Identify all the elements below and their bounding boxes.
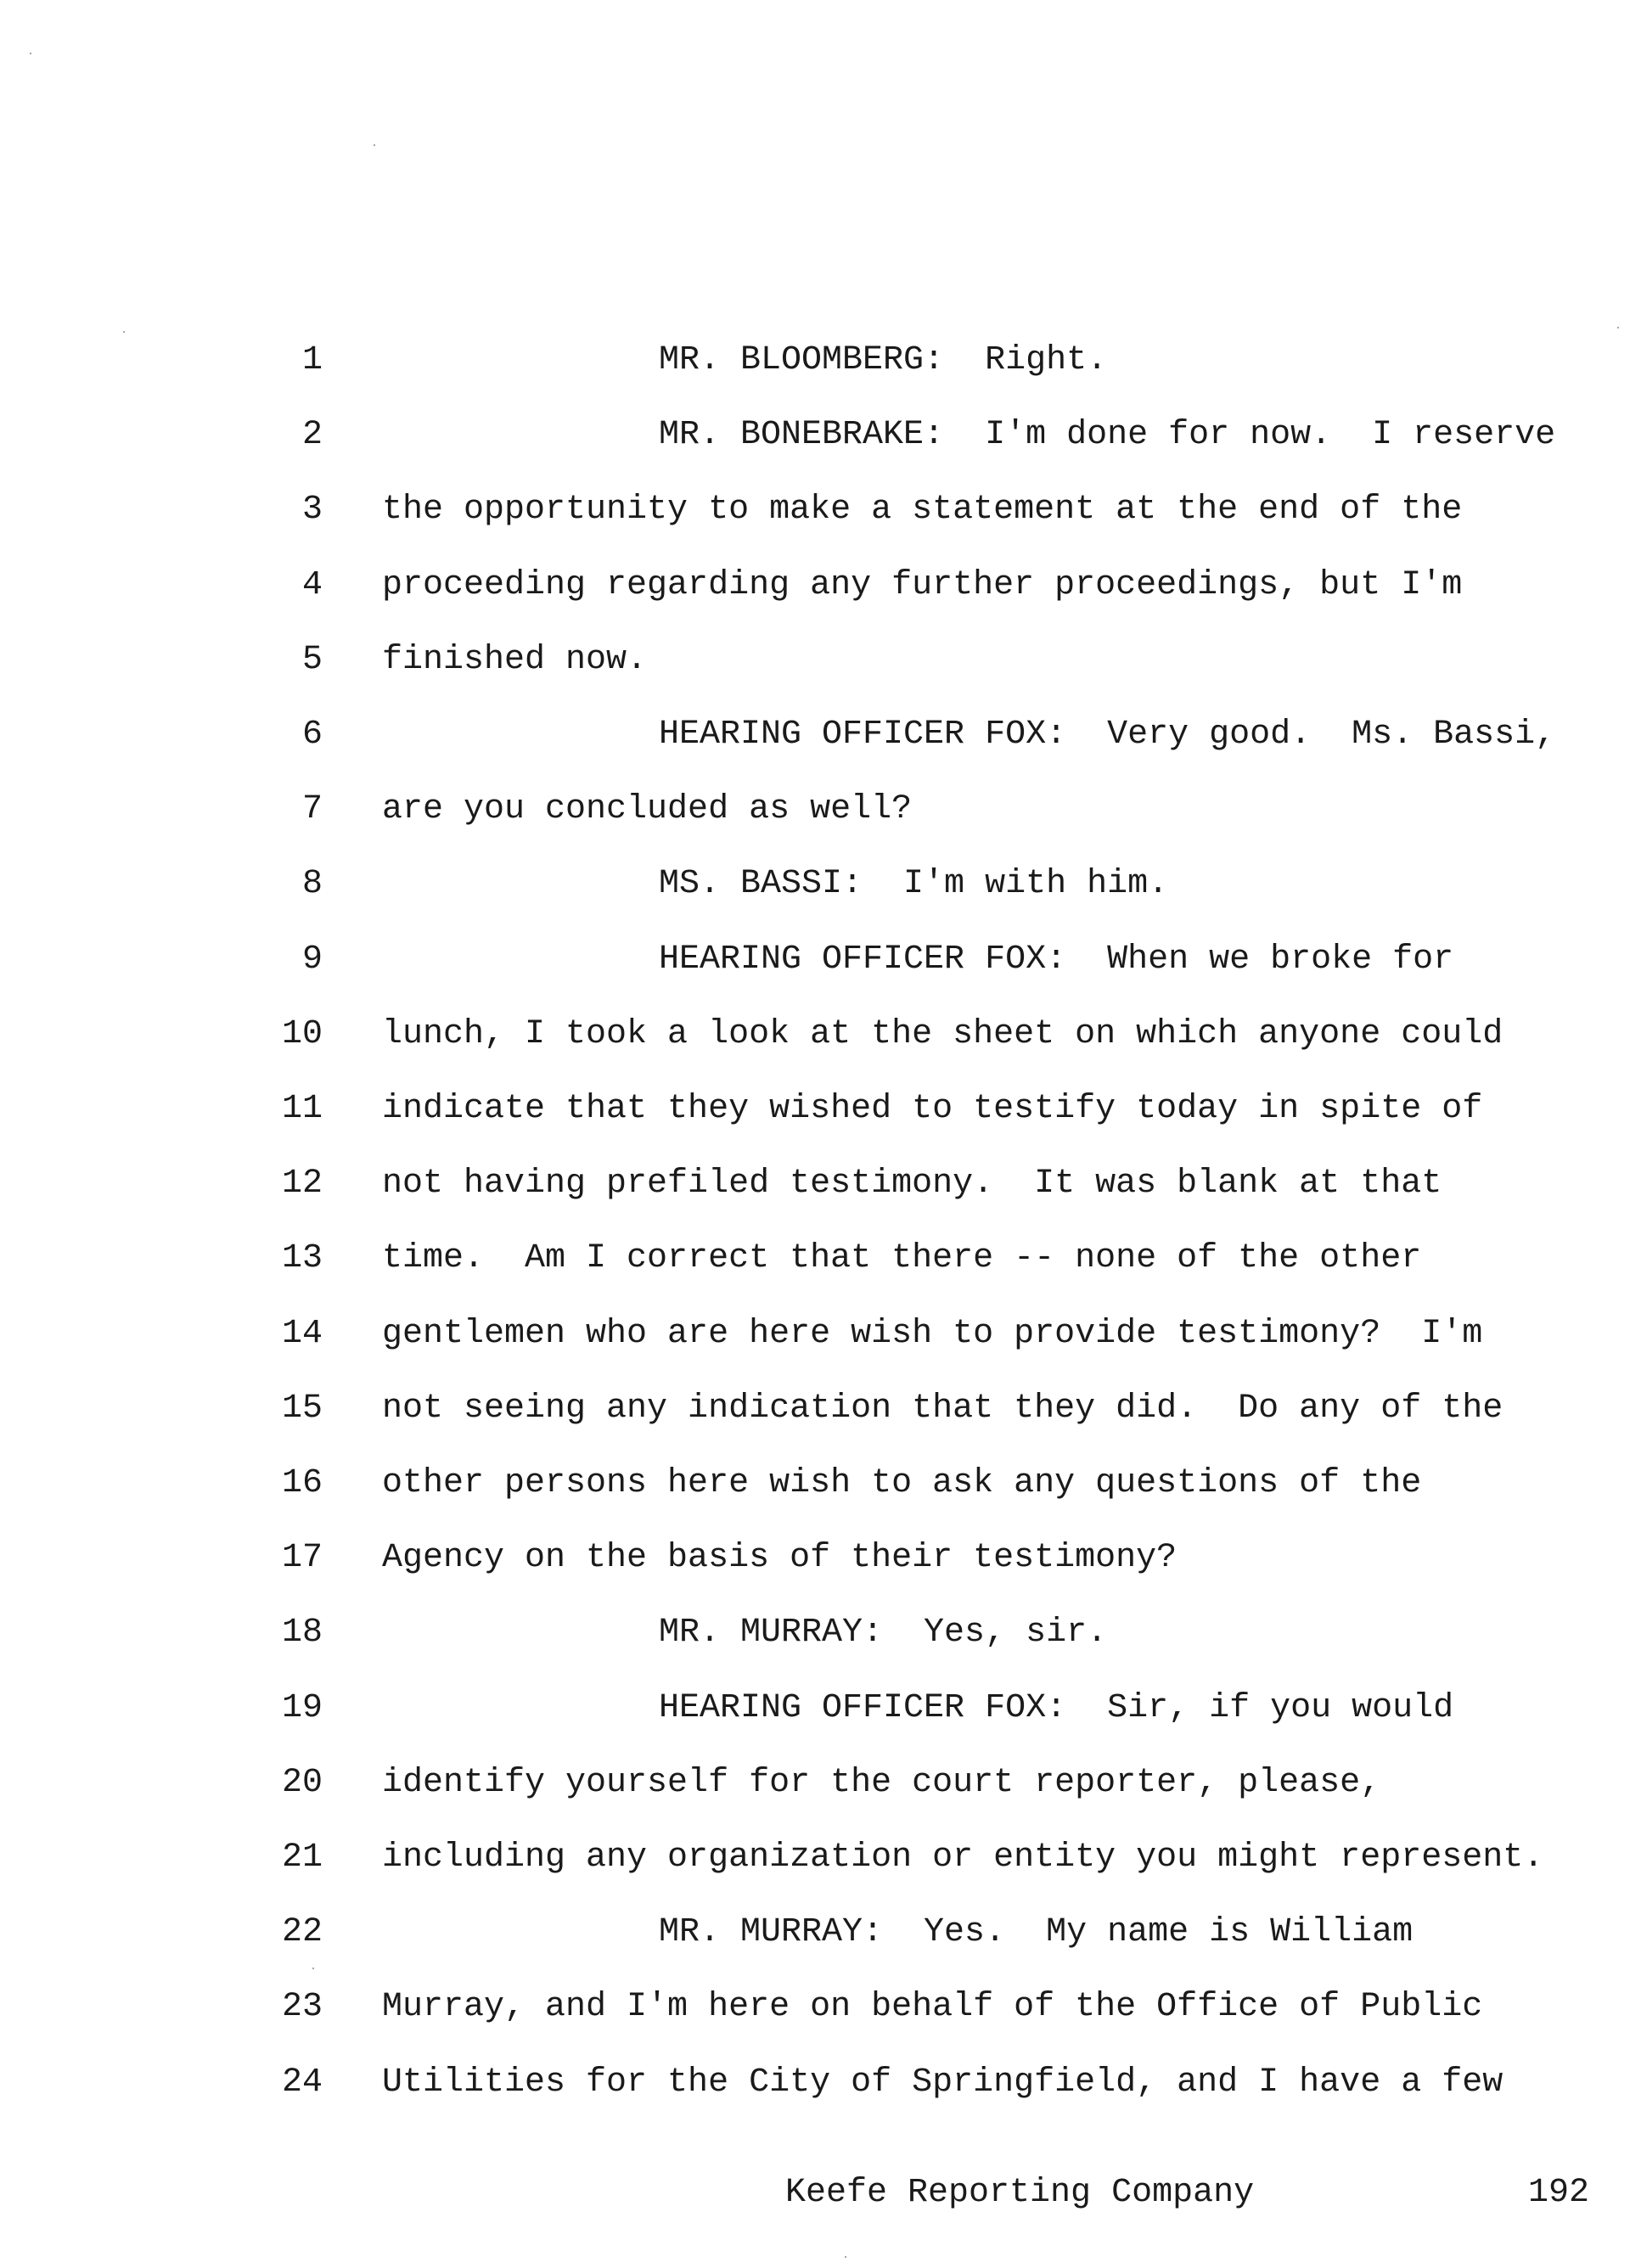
scan-speck — [1617, 327, 1619, 328]
line-number: 8 — [301, 865, 323, 903]
line-number: 22 — [281, 1913, 323, 1951]
transcript-line — [0, 1147, 1630, 1221]
transcript-line — [0, 548, 1630, 623]
line-text: the opportunity to make a statement at the end of the — [382, 491, 1463, 529]
line-text: not seeing any indication that they did. Do any of the — [382, 1389, 1504, 1428]
transcript-line — [0, 997, 1630, 1072]
line-text: other persons here wish to ask any questions of the — [382, 1464, 1422, 1502]
transcript-line — [0, 1446, 1630, 1521]
line-text: Murray, and I'm here on behalf of the Office of Public — [382, 1988, 1483, 2026]
transcript-line — [0, 1521, 1630, 1596]
transcript-line — [0, 923, 1630, 997]
line-number: 21 — [281, 1839, 323, 1877]
scan-speck — [312, 1968, 314, 1969]
scan-speck — [123, 331, 125, 333]
footer-company-name: Keefe Reporting Company — [785, 2174, 1255, 2212]
line-text: finished now. — [382, 641, 648, 679]
transcript-line — [0, 623, 1630, 698]
line-text: time. Am I correct that there -- none of the other — [382, 1239, 1422, 1277]
line-text: gentlemen who are here wish to provide testimony? I'm — [382, 1315, 1483, 1353]
transcript-line — [0, 2046, 1630, 2120]
line-number: 10 — [281, 1015, 323, 1053]
transcript-line — [0, 1372, 1630, 1446]
transcript-line — [0, 1072, 1630, 1147]
line-number: 18 — [281, 1614, 323, 1652]
line-number: 1 — [301, 341, 323, 379]
line-text: HEARING OFFICER FOX: Sir, if you would — [659, 1689, 1454, 1727]
line-number: 24 — [281, 2063, 323, 2102]
line-text: proceeding regarding any further proceedings, but I'm — [382, 566, 1463, 604]
transcript-line — [0, 323, 1630, 398]
line-text: MR. MURRAY: Yes, sir. — [659, 1614, 1108, 1652]
line-number: 15 — [281, 1389, 323, 1428]
transcript-line — [0, 1297, 1630, 1372]
line-number: 3 — [301, 491, 323, 529]
line-text: HEARING OFFICER FOX: Very good. Ms. Bassi, — [659, 716, 1556, 754]
line-number: 12 — [281, 1165, 323, 1203]
scan-speck — [845, 2256, 846, 2258]
line-number: 5 — [301, 641, 323, 679]
transcript-line — [0, 473, 1630, 547]
footer-page-number: 192 — [1528, 2174, 1590, 2212]
line-text: are you concluded as well? — [382, 790, 913, 828]
transcript-line — [0, 1746, 1630, 1821]
line-text: including any organization or entity you might represent. — [382, 1839, 1544, 1877]
scan-speck — [374, 144, 375, 146]
line-text: identify yourself for the court reporter, please, — [382, 1764, 1381, 1802]
line-number: 19 — [281, 1689, 323, 1727]
line-number: 13 — [281, 1239, 323, 1277]
line-text: MR. BONEBRAKE: I'm done for now. I reserve — [659, 416, 1556, 454]
transcript-line — [0, 1671, 1630, 1746]
line-number: 23 — [281, 1988, 323, 2026]
line-number: 20 — [281, 1764, 323, 1802]
line-number: 16 — [281, 1464, 323, 1502]
transcript-line — [0, 1895, 1630, 1970]
line-text: Agency on the basis of their testimony? — [382, 1539, 1178, 1577]
line-number: 17 — [281, 1539, 323, 1577]
line-number: 9 — [301, 940, 323, 979]
line-number: 4 — [301, 566, 323, 604]
line-text: MS. BASSI: I'm with him. — [659, 865, 1169, 903]
line-text: MR. MURRAY: Yes. My name is William — [659, 1913, 1414, 1951]
transcript-line — [0, 1221, 1630, 1296]
line-text: HEARING OFFICER FOX: When we broke for — [659, 940, 1454, 979]
line-number: 2 — [301, 416, 323, 454]
scan-speck — [30, 53, 31, 54]
transcript-line — [0, 772, 1630, 847]
line-text: lunch, I took a look at the sheet on which anyone could — [382, 1015, 1504, 1053]
transcript-line — [0, 398, 1630, 473]
transcript-line — [0, 1596, 1630, 1670]
transcript-line — [0, 847, 1630, 922]
transcript-line — [0, 1821, 1630, 1895]
line-number: 7 — [301, 790, 323, 828]
transcript-line — [0, 698, 1630, 772]
line-text: not having prefiled testimony. It was blank at that — [382, 1165, 1442, 1203]
line-text: indicate that they wished to testify today in spite of — [382, 1090, 1483, 1128]
line-number: 14 — [281, 1315, 323, 1353]
line-text: Utilities for the City of Springfield, and I have a few — [382, 2063, 1504, 2102]
line-number: 11 — [281, 1090, 323, 1128]
line-number: 6 — [301, 716, 323, 754]
transcript-line — [0, 1970, 1630, 2045]
line-text: MR. BLOOMBERG: Right. — [659, 341, 1108, 379]
